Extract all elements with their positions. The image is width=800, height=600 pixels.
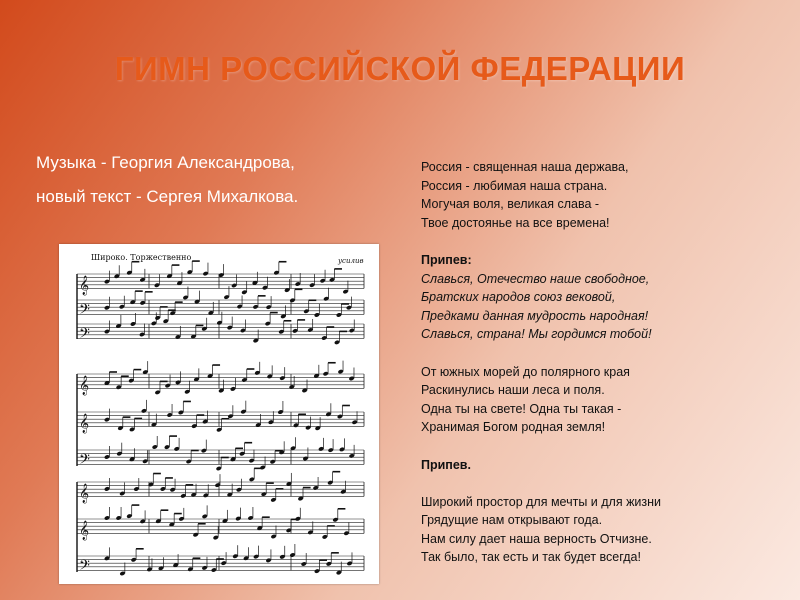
svg-text:𝄢: 𝄢 <box>79 301 90 322</box>
svg-text:𝄞: 𝄞 <box>79 413 90 434</box>
music-credit: Музыка - Георгия Александрова, <box>36 153 295 172</box>
lyric-line: От южных морей до полярного края <box>421 364 630 379</box>
chorus-label: Припев: <box>421 252 472 267</box>
sheet-music-image <box>59 244 379 584</box>
score-dynamic-marking: усилив <box>338 257 364 265</box>
slide-title: ГИМН РОССИЙСКОЙ ФЕДЕРАЦИИ <box>114 50 686 87</box>
svg-text:𝄢: 𝄢 <box>79 325 90 346</box>
lyric-line: Раскинулись наши леса и поля. <box>421 383 605 398</box>
lyric-line: Твое достоянье на все времена! <box>421 215 610 230</box>
lyric-line: Так было, так есть и так будет всегда! <box>421 550 641 565</box>
svg-text:𝄞: 𝄞 <box>79 275 90 296</box>
chorus-line: Славься, страна! Мы гордимся тобой! <box>421 327 652 342</box>
lyric-line: Одна ты на свете! Одна ты такая - <box>421 401 622 416</box>
lyric-line: Нам силу дает наша верность Отчизне. <box>421 531 652 546</box>
lyric-line: Могучая воля, великая слава - <box>421 197 600 212</box>
lyric-line: Грядущие нам открывают года. <box>421 513 603 528</box>
lyrics-credit: новый текст - Сергея Михалкова. <box>36 187 299 206</box>
chorus-line: Братских народов союз вековой, <box>421 290 616 305</box>
svg-text:𝄢: 𝄢 <box>79 451 90 472</box>
svg-text:𝄞: 𝄞 <box>79 483 90 504</box>
chorus-line: Славься, Отечество наше свободное, <box>421 271 650 286</box>
music-notation <box>59 244 379 584</box>
credits <box>36 146 406 214</box>
svg-text:𝄞: 𝄞 <box>79 375 90 396</box>
lyric-line: Хранимая Богом родная земля! <box>421 420 606 435</box>
lyric-line: Россия - священная наша держава, <box>421 160 629 174</box>
lyric-line: Широкий простор для мечты и для жизни <box>421 494 662 509</box>
lyric-line: Россия - любимая наша страна. <box>421 178 608 193</box>
score-heading: Широко. Торжественно <box>91 253 192 262</box>
svg-text:𝄢: 𝄢 <box>79 557 90 578</box>
anthem-lyrics <box>421 158 791 567</box>
chorus-line: Предками данная мудрость народная! <box>421 308 649 323</box>
svg-text:𝄞: 𝄞 <box>79 520 90 541</box>
chorus-label: Припев. <box>421 457 471 472</box>
